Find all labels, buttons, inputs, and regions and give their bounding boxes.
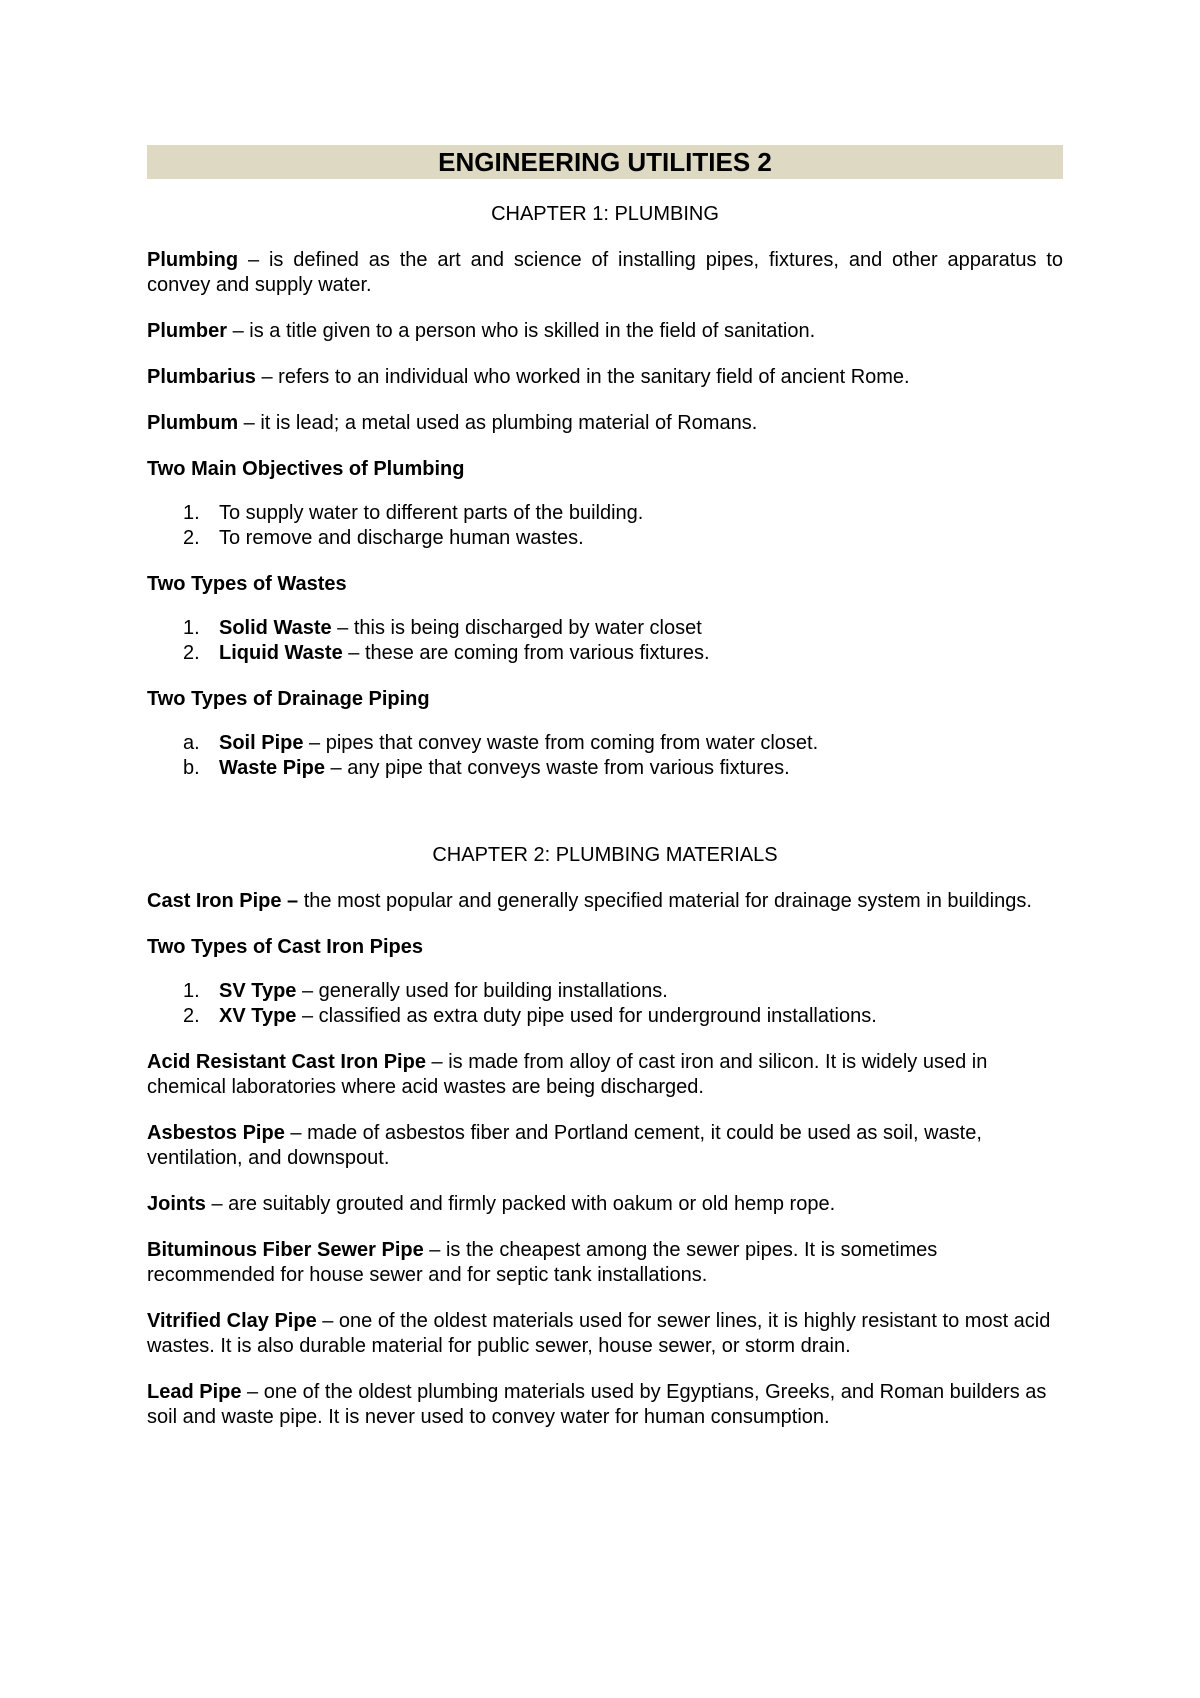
drainage-heading: Two Types of Drainage Piping — [147, 688, 430, 710]
term: SV Type — [219, 980, 297, 1002]
list-item — [147, 756, 1063, 781]
term: Plumbum — [147, 412, 239, 434]
term: Asbestos Pipe — [147, 1122, 285, 1144]
list-item — [147, 641, 1063, 666]
definition: – pipes that convey waste from coming from water closet. — [303, 732, 819, 754]
definition: – is made from alloy of cast iron and silicon. It is widely used in chemical laboratories where acid wastes are being discharged. — [147, 1051, 988, 1098]
objectives-heading: Two Main Objectives of Plumbing — [147, 458, 465, 480]
definition-lead-pipe — [147, 1380, 1063, 1430]
document-body — [147, 145, 1063, 1430]
term: Liquid Waste — [219, 642, 343, 664]
chapter-2-heading: CHAPTER 2: PLUMBING MATERIALS — [432, 844, 778, 866]
definition: – this is being discharged by water closet — [331, 617, 702, 639]
list-item — [147, 979, 1063, 1004]
list-number: b. — [183, 757, 200, 779]
definition-plumbum — [147, 411, 1063, 436]
list-number: 1. — [183, 980, 200, 1002]
chapter-1-heading: CHAPTER 1: PLUMBING — [491, 203, 719, 225]
term: Plumber — [147, 320, 228, 342]
list-number: a. — [183, 732, 200, 754]
definition: – classified as extra duty pipe used for underground installations. — [296, 1005, 877, 1027]
definition-joints — [147, 1192, 1063, 1217]
definition-bituminous-pipe — [147, 1238, 1063, 1288]
term: Plumbarius — [147, 366, 256, 388]
list-item — [147, 1004, 1063, 1029]
definition: – is the cheapest among the sewer pipes. It is sometimes recommended for house sewer and for septic tank installations. — [147, 1239, 938, 1286]
list-text: To supply water to different parts of the building. — [219, 502, 644, 524]
cast-iron-types-heading: Two Types of Cast Iron Pipes — [147, 936, 423, 958]
term: XV Type — [219, 1005, 297, 1027]
list-number: 1. — [183, 502, 200, 524]
definition-plumber — [147, 319, 1063, 344]
definition: the most popular and generally specified material for drainage system in buildings. — [298, 890, 1032, 912]
cast-iron-types-list — [147, 979, 1063, 1029]
term: Cast Iron Pipe – — [147, 890, 299, 912]
definition: – one of the oldest plumbing materials used by Egyptians, Greeks, and Roman builders as soil and waste pipe. It is never used to convey water for human consumption. — [147, 1381, 1047, 1428]
list-item — [147, 731, 1063, 756]
definition: – is a title given to a person who is skilled in the field of sanitation. — [227, 320, 816, 342]
term: Joints — [147, 1193, 206, 1215]
definition-asbestos-pipe — [147, 1121, 1063, 1171]
definition: – made of asbestos fiber and Portland cement, it could be used as soil, waste, ventilation, and downspout. — [147, 1122, 982, 1169]
definition-plumbing — [147, 248, 1063, 298]
definition: – is defined as the art and science of installing pipes, fixtures, and other apparatus to convey and supply water. — [147, 249, 1063, 296]
definition-acid-resistant-pipe — [147, 1050, 1063, 1100]
term: Plumbing — [147, 249, 239, 271]
term: Waste Pipe — [219, 757, 325, 779]
list-number: 2. — [183, 642, 200, 664]
document-title: ENGINEERING UTILITIES 2 — [147, 145, 1063, 179]
list-item — [147, 526, 1063, 551]
term: Lead Pipe — [147, 1381, 242, 1403]
objectives-list — [147, 501, 1063, 551]
definition: – are suitably grouted and firmly packed with oakum or old hemp rope. — [205, 1193, 836, 1215]
definition: – it is lead; a metal used as plumbing material of Romans. — [238, 412, 758, 434]
definition-plumbarius — [147, 365, 1063, 390]
definition: – one of the oldest materials used for sewer lines, it is highly resistant to most acid wastes. It is also durable material for public sewer, house sewer, or storm drain. — [147, 1310, 1051, 1357]
definition: – any pipe that conveys waste from various fixtures. — [324, 757, 790, 779]
term: Acid Resistant Cast Iron Pipe — [147, 1051, 426, 1073]
definition: – generally used for building installations. — [296, 980, 668, 1002]
drainage-list — [147, 731, 1063, 781]
term: Solid Waste — [219, 617, 332, 639]
definition-cast-iron-pipe — [147, 889, 1063, 914]
list-text: To remove and discharge human wastes. — [219, 527, 584, 549]
list-item — [147, 616, 1063, 641]
list-number: 2. — [183, 1005, 200, 1027]
term: Vitrified Clay Pipe — [147, 1310, 317, 1332]
wastes-list — [147, 616, 1063, 666]
definition: – these are coming from various fixtures. — [342, 642, 710, 664]
definition: – refers to an individual who worked in the sanitary field of ancient Rome. — [255, 366, 910, 388]
definition-vitrified-clay-pipe — [147, 1309, 1063, 1359]
term: Bituminous Fiber Sewer Pipe — [147, 1239, 424, 1261]
list-number: 2. — [183, 527, 200, 549]
wastes-heading: Two Types of Wastes — [147, 573, 347, 595]
list-item — [147, 501, 1063, 526]
list-number: 1. — [183, 617, 200, 639]
term: Soil Pipe — [219, 732, 304, 754]
